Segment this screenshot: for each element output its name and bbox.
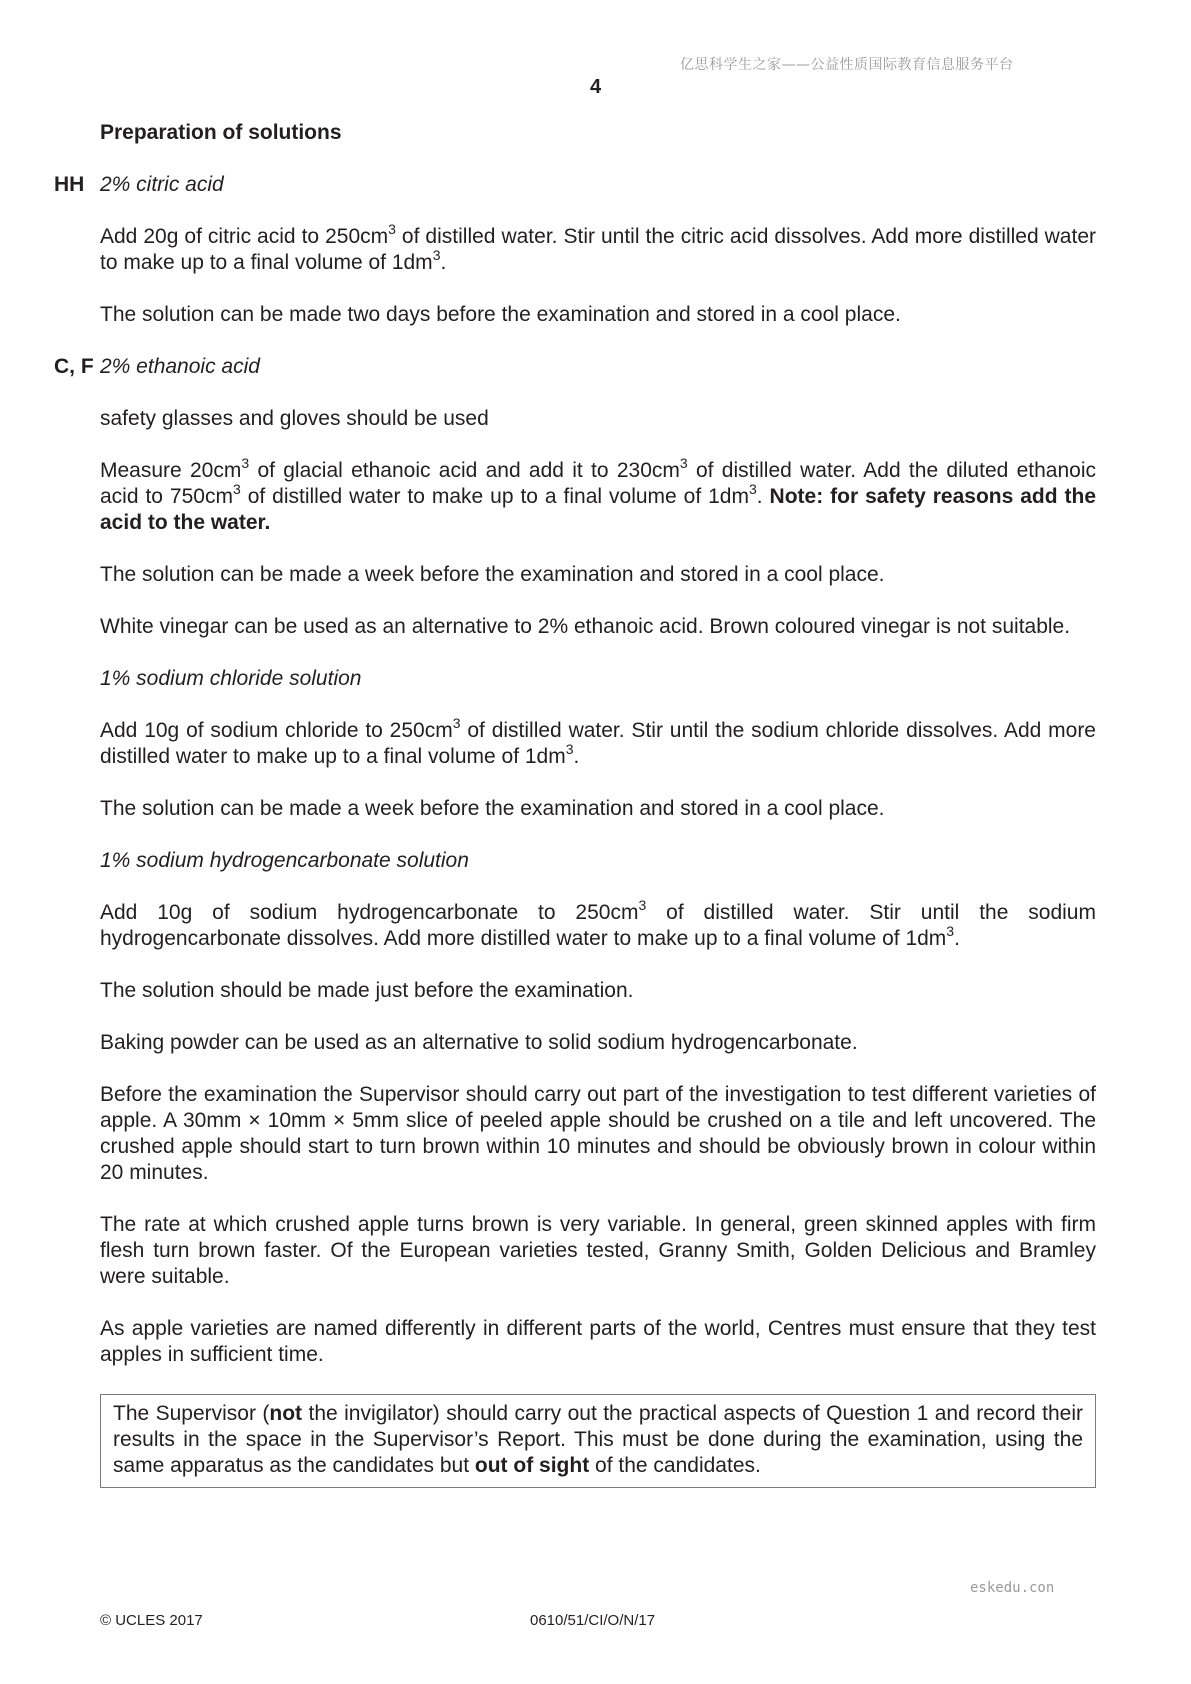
header-watermark: 亿思科学生之家——公益性质国际教育信息服务平台 <box>680 57 1014 73</box>
citric-acid-instructions: Add 20g of citric acid to $250cm^3$ of distilled water. Stir until the citric acid dissolves. Add more distilled water to make up to a final volume of $1dm^3$. <box>100 221 1096 274</box>
sodium-hydrogencarbonate-timing: The solution should be made just before the examination. <box>100 979 634 1002</box>
citric-acid-title <box>54 172 1096 198</box>
sodium-chloride-instructions: Add 10g of sodium chloride to $250cm^3$ of distilled water. Stir until the sodium chloride dissolves. Add more distilled water to make up to a final volume of $1dm^3$. <box>100 715 1096 768</box>
safety-note: Note: for safety reasons add the acid to the water. <box>100 485 1096 534</box>
footer-copyright: © UCLES 2017 <box>100 1612 203 1629</box>
ethanoic-acid-storage: The solution can be made a week before the examination and stored in a cool place. <box>100 563 885 586</box>
footer-document-code: 0610/51/CI/O/N/17 <box>530 1612 656 1629</box>
apple-varieties-paragraph: As apple varieties are named differently in different parts of the world, Centres must ensure that they test apples in sufficient time. <box>100 1317 1096 1366</box>
supervisor-notice-box: The Supervisor (not the invigilator) should carry out the practical aspects of Question 1 and record their results in the space in the Supervisor’s Report. This must be done during the examination, using the same apparatus as the candidates but out of sight of the candidates. <box>100 1394 1096 1488</box>
sodium-chloride-title: 1% sodium chloride solution <box>100 667 362 690</box>
footer-watermark: eskedu.con <box>970 1580 1055 1596</box>
sodium-hydrogencarbonate-instructions: Add 10g of sodium hydrogencarbonate to $250cm^3$ of distilled water. Stir until the sodium hydrogencarbonate dissolves. Add more distilled water to make up to a final volume of $1dm^3$. <box>100 897 1096 950</box>
ethanoic-acid-alternative: White vinegar can be used as an alternative to 2% ethanoic acid. Brown coloured vinegar is not suitable. <box>100 615 1071 638</box>
ethanoic-acid-title-text: 2% ethanoic acid <box>100 355 260 378</box>
citric-acid-title-text: 2% citric acid <box>100 173 224 196</box>
baking-powder-alternative: Baking powder can be used as an alternative to solid sodium hydrogencarbonate. <box>100 1031 858 1054</box>
hh-marker: HH <box>54 173 85 196</box>
ethanoic-acid-safety: safety glasses and gloves should be used <box>100 407 489 430</box>
sodium-hydrogencarbonate-title: 1% sodium hydrogencarbonate solution <box>100 849 469 872</box>
sodium-chloride-storage: The solution can be made a week before the examination and stored in a cool place. <box>100 797 885 820</box>
section-heading: Preparation of solutions <box>100 121 342 144</box>
browning-rate-paragraph: The rate at which crushed apple turns brown is very variable. In general, green skinned apples with firm flesh turn brown faster. Of the European varieties tested, Granny Smith, Golden Delicious and Bramley were suitable. <box>100 1213 1096 1288</box>
ethanoic-acid-title <box>54 354 1096 380</box>
page-content <box>54 120 1096 1488</box>
page-number: 4 <box>589 76 602 98</box>
apple-test-paragraph: Before the examination the Supervisor should carry out part of the investigation to test different varieties of apple. A 30mm × 10mm × 5mm slice of peeled apple should be crushed on a tile and left uncovered. The crushed apple should start to turn brown within 10 minutes and should be obviously brown in colour within 20 minutes. <box>100 1083 1096 1184</box>
citric-acid-storage: The solution can be made two days before the examination and stored in a cool place. <box>100 303 901 326</box>
ethanoic-acid-instructions: Measure $20cm^3$ of glacial ethanoic acid and add it to $230cm^3$ of distilled water. Add the diluted ethanoic acid to $750cm^3$ of distilled water to make up to a final volume of $1dm^3$. Note: for safety reasons add the acid to the water. <box>100 455 1096 534</box>
cf-marker: C, F <box>54 355 94 378</box>
